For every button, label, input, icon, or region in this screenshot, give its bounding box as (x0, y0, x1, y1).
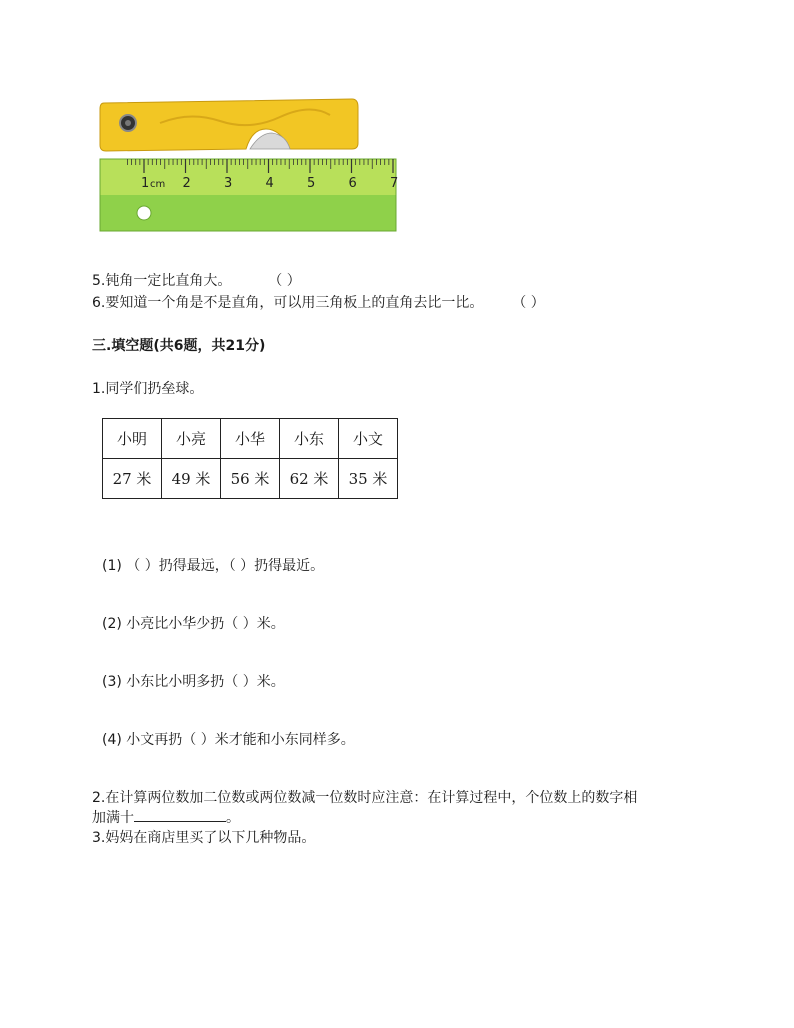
question-5-answer-paren: （ ） (268, 273, 301, 289)
answer-blank[interactable] (134, 809, 226, 822)
question-6 (92, 294, 545, 312)
question-6-answer-paren: （ ） (512, 295, 545, 311)
table-cell-distance: 35 米 (339, 459, 398, 499)
table-cell-name: 小明 (103, 419, 162, 459)
fill-question-2-line2 (92, 809, 240, 827)
knife-and-ruler-illustration (100, 93, 399, 233)
ruler-label: 5 (307, 176, 316, 191)
ruler-label: 4 (265, 176, 274, 191)
fill-question-2-prefix: 加满十 (92, 810, 134, 826)
table-row-names (103, 419, 398, 459)
table-cell-distance: 27 米 (103, 459, 162, 499)
ruler-label: 3 (224, 176, 233, 191)
question-5-text: 5.钝角一定比直角大。 (92, 273, 232, 289)
ruler-unit-label: cm (150, 179, 166, 190)
fill-question-2-line1: 2.在计算两位数加二位数或两位数减一位数时应注意：在计算过程中，个位数上的数字相 (92, 790, 638, 806)
section-title: 三.填空题(共6题，共21分) (92, 338, 266, 354)
throw-distance-table (102, 418, 398, 499)
table-cell-distance: 56 米 (221, 459, 280, 499)
sub-question-1: (1) （ ）扔得最远，（ ）扔得最近。 (102, 558, 325, 574)
ruler-hole (137, 206, 151, 220)
sub-question-3: (3) 小东比小明多扔（ ）米。 (102, 674, 285, 690)
question-5 (92, 272, 301, 290)
table-cell-name: 小东 (280, 419, 339, 459)
ruler-label: 1 (141, 176, 150, 191)
question-6-text: 6.要知道一个角是不是直角，可以用三角板上的直角去比一比。 (92, 295, 484, 311)
ruler-label: 2 (182, 176, 191, 191)
sub-question-2: (2) 小亮比小华少扔（ ）米。 (102, 616, 285, 632)
sub-question-4: (4) 小文再扔（ ）米才能和小东同样多。 (102, 732, 355, 748)
table-cell-name: 小华 (221, 419, 280, 459)
fill-question-1: 1.同学们扔垒球。 (92, 381, 204, 397)
table-cell-distance: 49 米 (162, 459, 221, 499)
fill-question-3: 3.妈妈在商店里买了以下几种物品。 (92, 830, 316, 846)
folding-knife (100, 99, 358, 151)
table-cell-distance: 62 米 (280, 459, 339, 499)
table-cell-name: 小文 (339, 419, 398, 459)
fill-question-2-suffix: 。 (226, 810, 240, 826)
ruler-label: 7 (390, 176, 399, 191)
ruler-label: 6 (348, 176, 357, 191)
table-cell-name: 小亮 (162, 419, 221, 459)
table-row-distances (103, 459, 398, 499)
